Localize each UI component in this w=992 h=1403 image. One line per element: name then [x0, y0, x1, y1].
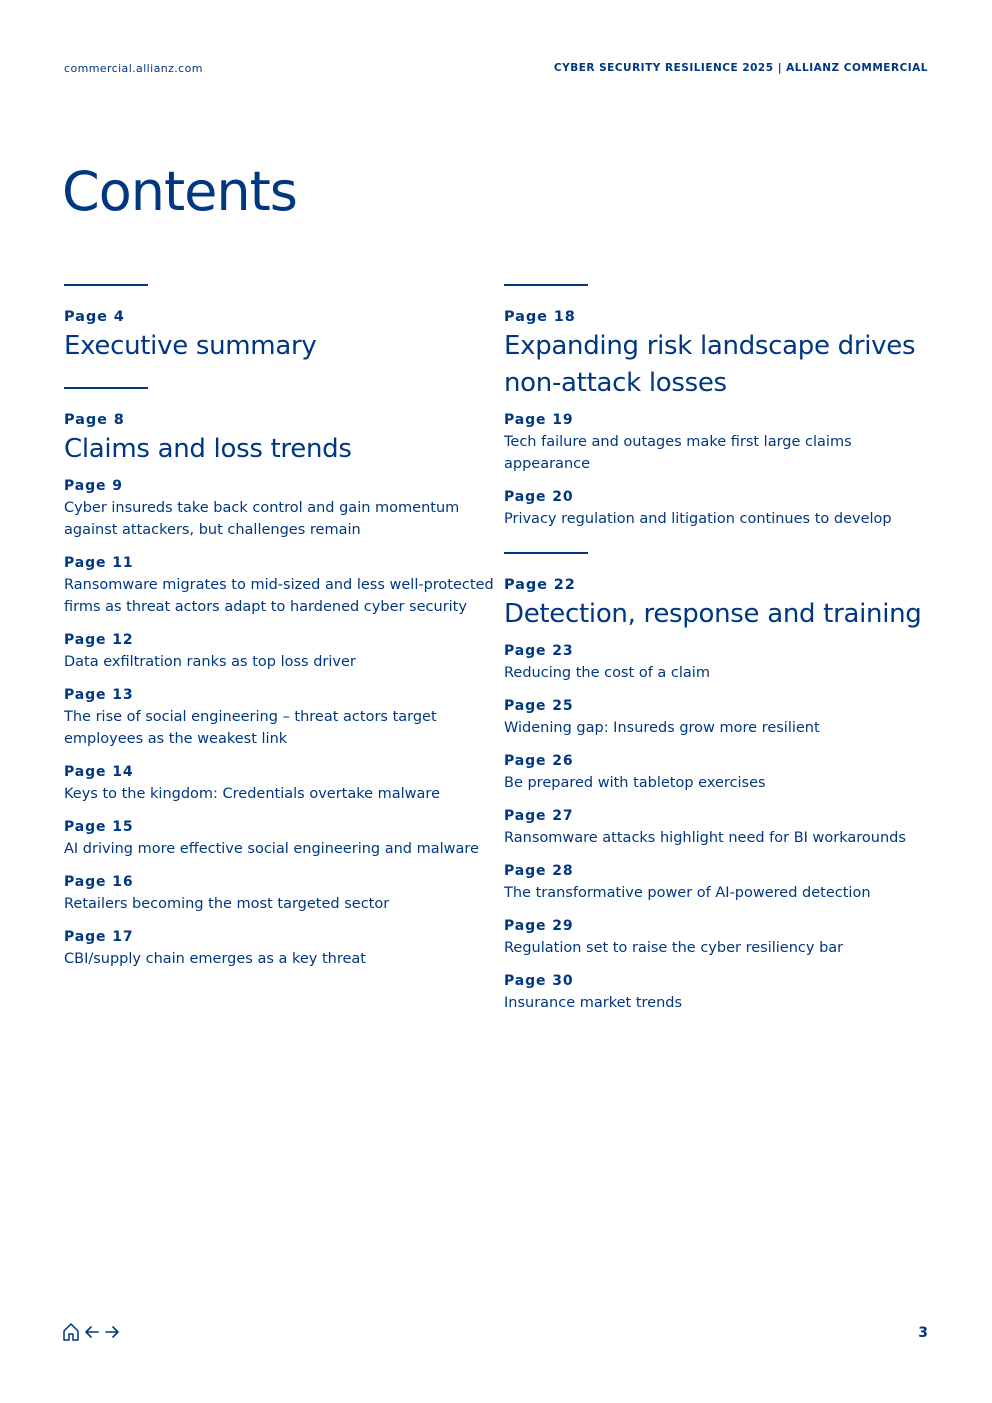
home-icon[interactable]	[62, 1322, 80, 1346]
entry-page-number[interactable]: Page 26	[504, 753, 574, 769]
entry-page-number[interactable]: Page 12	[64, 632, 134, 648]
toc-entry[interactable]	[64, 872, 494, 915]
toc-entry[interactable]	[64, 762, 494, 805]
entry-title[interactable]: The transformative power of AI-powered detection	[504, 885, 871, 901]
toc-entry[interactable]	[64, 553, 494, 618]
entry-page-number[interactable]: Page 13	[64, 687, 134, 703]
entry-page-number[interactable]: Page 20	[504, 489, 574, 505]
section-title[interactable]: Executive summary	[64, 331, 317, 361]
entry-page-number[interactable]: Page 14	[64, 764, 134, 780]
entry-page-number[interactable]: Page 25	[504, 698, 574, 714]
toc-entry[interactable]	[64, 630, 494, 673]
toc-entry[interactable]	[64, 817, 494, 860]
toc-section	[504, 552, 934, 1014]
entry-page-number[interactable]: Page 23	[504, 643, 574, 659]
toc-entry[interactable]	[504, 410, 934, 475]
arrow-left-icon[interactable]	[84, 1324, 100, 1344]
toc-entry[interactable]	[64, 476, 494, 541]
entry-page-number[interactable]: Page 9	[64, 478, 123, 494]
entry-title[interactable]: Cyber insureds take back control and gain momentum against attackers, but challenges remain	[64, 500, 460, 538]
entry-title[interactable]: Ransomware migrates to mid-sized and less well-protected firms as threat actors adapt to hardened cyber security	[64, 577, 494, 615]
toc-left-column	[64, 284, 494, 992]
entry-title[interactable]: Be prepared with tabletop exercises	[504, 775, 766, 791]
section-page-number[interactable]: Page 22	[504, 577, 576, 593]
toc-entry[interactable]	[504, 916, 934, 959]
toc-entry[interactable]	[64, 927, 494, 970]
toc-entry[interactable]	[504, 861, 934, 904]
entry-title[interactable]: AI driving more effective social engineering and malware	[64, 841, 479, 857]
entry-page-number[interactable]: Page 19	[504, 412, 574, 428]
entry-title[interactable]: Privacy regulation and litigation continues to develop	[504, 511, 892, 527]
entry-page-number[interactable]: Page 16	[64, 874, 134, 890]
section-divider	[64, 387, 148, 389]
section-title[interactable]: Claims and loss trends	[64, 434, 352, 464]
entry-title[interactable]: Tech failure and outages make first large claims appearance	[504, 434, 852, 472]
report-title: CYBER SECURITY RESILIENCE 2025 | ALLIANZ COMMERCIAL	[553, 62, 928, 74]
section-title[interactable]: Detection, response and training	[504, 599, 922, 629]
toc-section	[504, 284, 934, 530]
section-page-number[interactable]: Page 4	[64, 309, 125, 325]
entry-title[interactable]: CBI/supply chain emerges as a key threat	[64, 951, 366, 967]
entry-title[interactable]: Reducing the cost of a claim	[504, 665, 710, 681]
section-page-number[interactable]: Page 8	[64, 412, 125, 428]
toc-section	[64, 284, 494, 365]
page-title: Contents	[62, 160, 297, 223]
entry-page-number[interactable]: Page 29	[504, 918, 574, 934]
arrow-right-icon[interactable]	[104, 1324, 120, 1344]
section-divider	[64, 284, 148, 286]
toc-right-column	[504, 284, 934, 1036]
site-url[interactable]: commercial.allianz.com	[64, 62, 203, 75]
section-title[interactable]: Expanding risk landscape drives non-attack losses	[504, 331, 916, 398]
entry-title[interactable]: Insurance market trends	[504, 995, 683, 1011]
entry-title[interactable]: Widening gap: Insureds grow more resilient	[504, 720, 820, 736]
toc-entry[interactable]	[504, 971, 934, 1014]
toc-entry[interactable]	[504, 487, 934, 530]
entry-title[interactable]: The rise of social engineering – threat actors target employees as the weakest link	[64, 709, 437, 747]
toc-entry[interactable]	[504, 641, 934, 684]
toc-entry[interactable]	[504, 751, 934, 794]
toc-entry[interactable]	[504, 696, 934, 739]
entry-page-number[interactable]: Page 11	[64, 555, 134, 571]
toc-entry[interactable]	[64, 685, 494, 750]
entry-page-number[interactable]: Page 17	[64, 929, 134, 945]
entry-title[interactable]: Keys to the kingdom: Credentials overtake malware	[64, 786, 440, 802]
footer-navigation	[62, 1322, 120, 1346]
entry-title[interactable]: Regulation set to raise the cyber resiliency bar	[504, 940, 844, 956]
page-number: 3	[918, 1325, 928, 1341]
entry-title[interactable]: Ransomware attacks highlight need for BI workarounds	[504, 830, 906, 846]
toc-entry[interactable]	[504, 806, 934, 849]
toc-section	[64, 387, 494, 970]
section-divider	[504, 284, 588, 286]
entry-page-number[interactable]: Page 15	[64, 819, 134, 835]
section-page-number[interactable]: Page 18	[504, 309, 576, 325]
entry-title[interactable]: Retailers becoming the most targeted sector	[64, 896, 390, 912]
entry-page-number[interactable]: Page 30	[504, 973, 574, 989]
section-divider	[504, 552, 588, 554]
entry-title[interactable]: Data exfiltration ranks as top loss driver	[64, 654, 356, 670]
entry-page-number[interactable]: Page 27	[504, 808, 574, 824]
entry-page-number[interactable]: Page 28	[504, 863, 574, 879]
